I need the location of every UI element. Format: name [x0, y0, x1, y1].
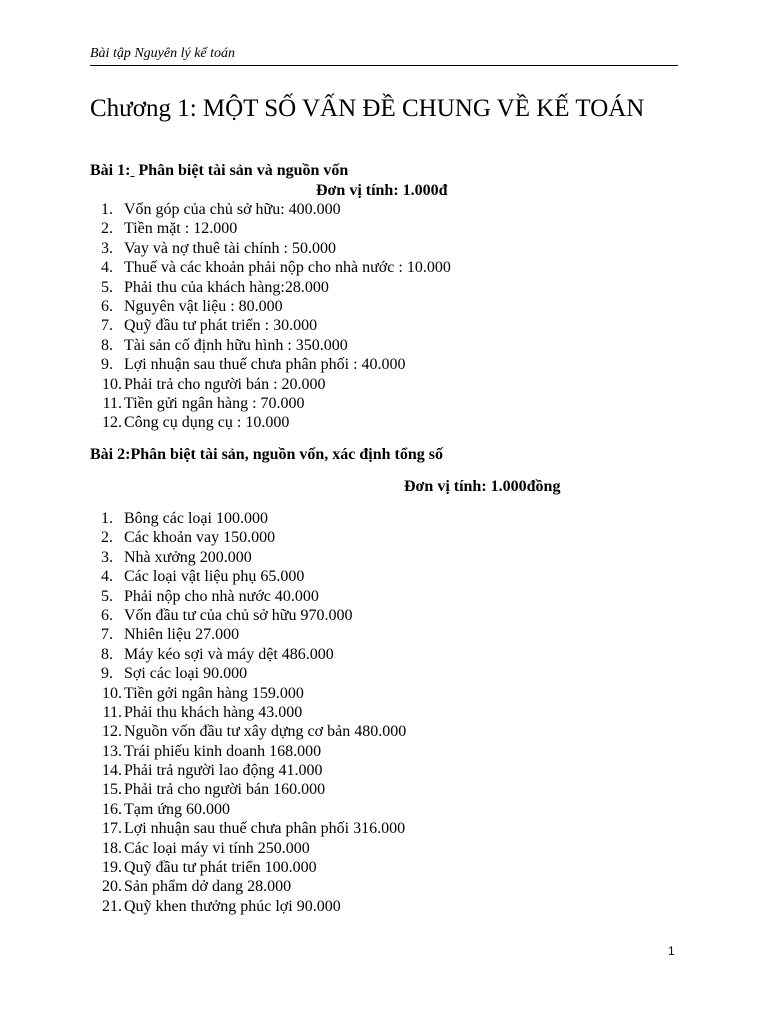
list-item-number: 20.: [102, 878, 122, 896]
list-item-text: Quỹ đầu tư phát triển : 30.000: [124, 317, 318, 335]
list-item-number: 8.: [101, 645, 113, 663]
list-item-text: Nhà xưởng 200.000: [124, 548, 252, 566]
list-item-text: Các khoản vay 150.000: [124, 529, 276, 547]
list-item-number: 18.: [102, 839, 122, 857]
list-item-text: Vốn đầu tư của chủ sở hữu 970.000: [124, 606, 353, 624]
exercise-2-title: Bài 2:Phân biệt tài sản, nguồn vốn, xác định tổng số: [90, 446, 443, 463]
page-number: 1: [668, 944, 675, 958]
list-item-text: Tài sản cố định hữu hình : 350.000: [124, 336, 348, 354]
list-item-text: Lợi nhuận sau thuế chưa phân phối 316.000: [124, 820, 406, 838]
list-item: [90, 780, 406, 799]
list-item-text: Tạm ứng 60.000: [124, 800, 230, 818]
exercise-1-label: Bài 1:: [90, 162, 131, 179]
list-item-number: 6.: [101, 297, 113, 315]
list-item-number: 7.: [101, 626, 113, 644]
list-item: [90, 219, 451, 238]
list-item-number: 1.: [101, 201, 113, 218]
list-item-number: 1.: [101, 510, 113, 527]
list-item-number: 10.: [102, 684, 122, 702]
list-item-text: Nguyên vật liệu : 80.000: [124, 297, 283, 315]
list-item-text: Các loại máy vi tính 250.000: [124, 839, 310, 857]
list-item-text: Nguồn vốn đầu tư xây dựng cơ bản 480.000: [124, 723, 407, 741]
list-item-text: Tiền mặt : 12.000: [124, 220, 238, 238]
list-item-text: Thuế và các khoản phải nộp cho nhà nước : 10.000: [124, 259, 451, 277]
list-item: [90, 528, 406, 547]
list-item-number: 7.: [101, 317, 113, 335]
list-item-number: 19.: [102, 859, 122, 877]
list-item-text: Máy kéo sợi và máy dệt 486.000: [124, 645, 334, 663]
exercise-1-heading: Phân biệt tài sản và nguồn vốn: [138, 162, 349, 179]
list-item-number: 9.: [101, 356, 113, 374]
list-item: [90, 509, 406, 528]
list-item: [90, 839, 406, 858]
running-header: Bài tập Nguyên lý kế toán: [90, 44, 678, 66]
list-item: [90, 258, 451, 277]
list-item-text: Sợi các loại 90.000: [124, 665, 248, 683]
list-item: [90, 819, 406, 838]
list-item: [90, 645, 406, 664]
list-item: [90, 800, 406, 819]
list-item-text: Phải thu của khách hàng:28.000: [124, 278, 329, 296]
list-item-text: Bông các loại 100.000: [124, 510, 268, 527]
list-item-text: Tiền gửi ngân hàng : 70.000: [124, 394, 305, 412]
list-item-text: Trái phiếu kinh doanh 168.000: [124, 742, 322, 760]
list-item-number: 2.: [101, 220, 113, 238]
list-item: [90, 877, 406, 896]
list-item-number: 8.: [101, 336, 113, 354]
list-item-text: Lợi nhuận sau thuế chưa phân phối : 40.000: [124, 356, 406, 374]
list-item: [90, 278, 451, 297]
list-item-text: Phải nộp cho nhà nước 40.000: [124, 587, 319, 605]
list-item: [90, 239, 451, 258]
list-item-number: 10.: [102, 375, 122, 393]
list-item-text: Vay và nợ thuê tài chính : 50.000: [124, 239, 336, 257]
exercise-1-unit: Đơn vị tính: 1.000đ: [316, 182, 448, 199]
list-item-number: 2.: [101, 529, 113, 547]
list-item-number: 12.: [102, 723, 122, 741]
list-item-text: Quỹ khen thưởng phúc lợi 90.000: [124, 897, 341, 915]
list-item: [90, 703, 406, 722]
list-item-number: 15.: [102, 781, 122, 799]
list-item: [90, 722, 406, 741]
list-item-number: 14.: [102, 762, 122, 780]
list-item-number: 9.: [101, 665, 113, 683]
list-item-number: 16.: [102, 800, 122, 818]
list-item-text: Phải trả người lao động 41.000: [124, 762, 323, 780]
list-item-number: 17.: [102, 820, 122, 838]
exercise-1-title: [90, 161, 348, 180]
exercise-1-item-list: [90, 200, 451, 433]
list-item: [90, 761, 406, 780]
list-item-number: 4.: [101, 568, 113, 586]
list-item-text: Phải trả cho người bán : 20.000: [124, 375, 326, 393]
list-item-number: 21.: [102, 897, 122, 915]
list-item-number: 4.: [101, 259, 113, 277]
list-item: [90, 394, 451, 413]
list-item-text: Công cụ dụng cụ : 10.000: [124, 414, 290, 432]
list-item-number: 6.: [101, 606, 113, 624]
list-item-number: 11.: [102, 394, 122, 412]
list-item: [90, 897, 406, 916]
list-item-number: 5.: [101, 587, 113, 605]
exercise-2-unit: Đơn vị tính: 1.000đồng: [404, 478, 561, 495]
chapter-title: Chương 1: MỘT SỐ VẤN ĐỀ CHUNG VỀ KẾ TOÁN: [90, 95, 645, 122]
list-item: [90, 336, 451, 355]
list-item: [90, 567, 406, 586]
list-item-number: 11.: [102, 703, 122, 721]
list-item: [90, 355, 451, 374]
list-item: [90, 606, 406, 625]
list-item: [90, 858, 406, 877]
list-item: [90, 742, 406, 761]
list-item-text: Sản phẩm dở dang 28.000: [124, 878, 292, 896]
list-item: [90, 587, 406, 606]
list-item: [90, 200, 451, 219]
list-item-text: Phải thu khách hàng 43.000: [124, 703, 303, 721]
list-item: [90, 548, 406, 567]
list-item-text: Các loại vật liệu phụ 65.000: [124, 568, 305, 586]
list-item: [90, 375, 451, 394]
exercise-2-item-list: [90, 509, 406, 916]
list-item: [90, 297, 451, 316]
list-item-number: 12.: [102, 414, 122, 432]
list-item-number: 5.: [101, 278, 113, 296]
list-item-text: Quỹ đầu tư phát triển 100.000: [124, 859, 317, 877]
list-item-number: 13.: [102, 742, 122, 760]
list-item-text: Nhiên liệu 27.000: [124, 626, 240, 644]
list-item: [90, 625, 406, 644]
list-item: [90, 684, 406, 703]
exercise-1-spacer: [130, 162, 134, 179]
list-item: [90, 664, 406, 683]
list-item: [90, 316, 451, 335]
list-item-number: 3.: [101, 548, 113, 566]
list-item: [90, 413, 451, 432]
list-item-text: Phải trả cho người bán 160.000: [124, 781, 326, 799]
list-item-text: Tiền gởi ngân hàng 159.000: [124, 684, 304, 702]
list-item-text: Vốn góp của chủ sở hữu: 400.000: [124, 201, 341, 218]
list-item-number: 3.: [101, 239, 113, 257]
